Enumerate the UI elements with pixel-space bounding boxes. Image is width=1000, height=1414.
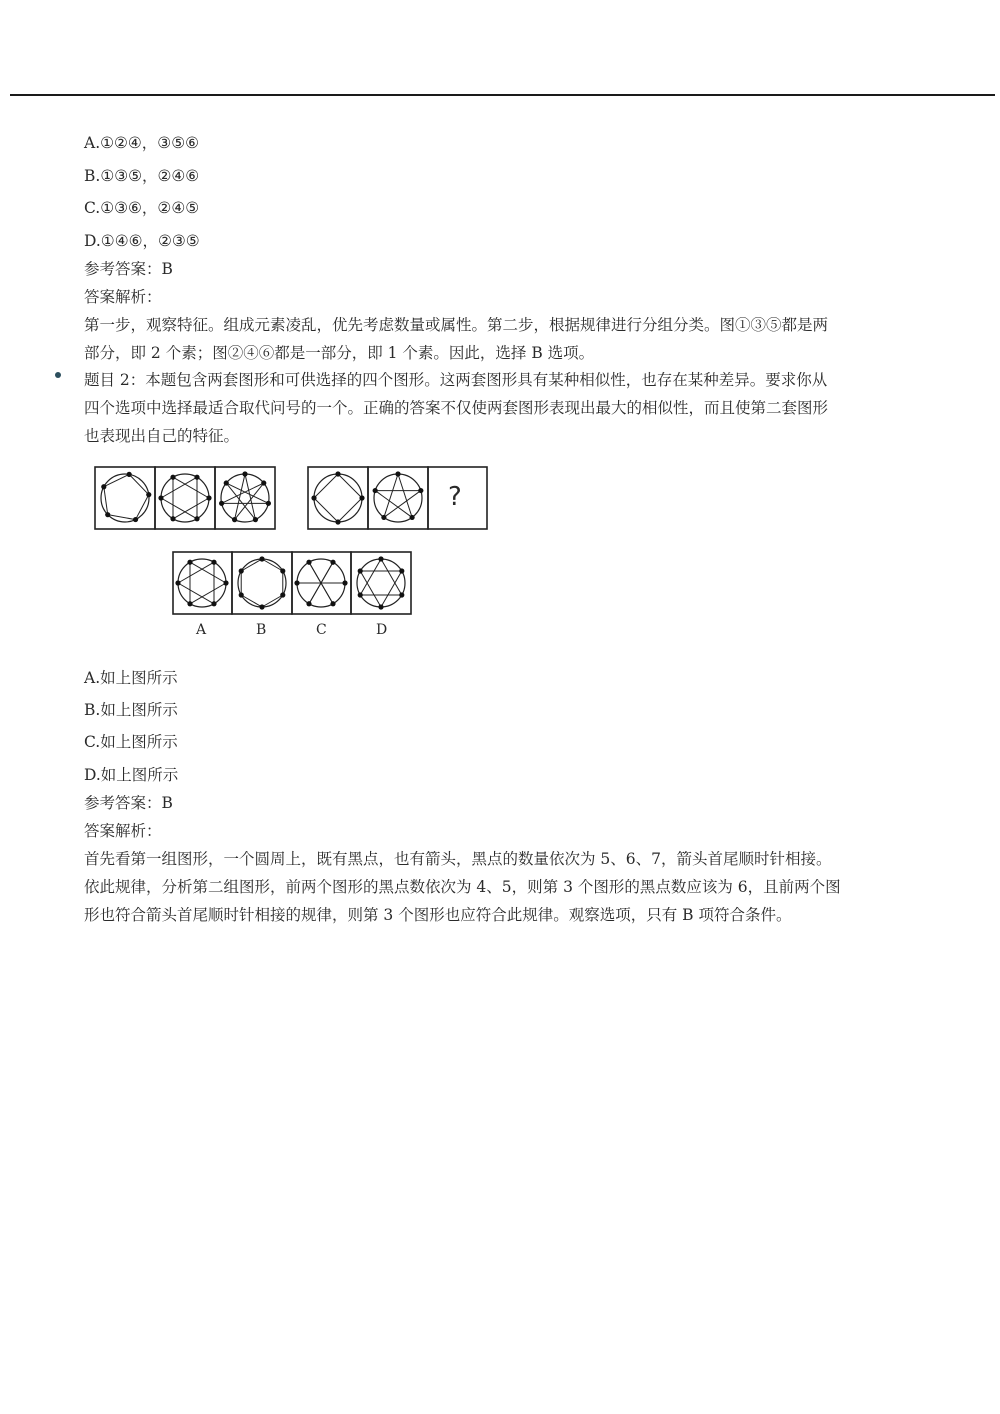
g1-fig2-chord bbox=[173, 477, 209, 498]
g1-fig2-chord bbox=[161, 477, 197, 498]
opt-d-dot bbox=[358, 592, 363, 597]
g1-fig1-chord bbox=[104, 487, 108, 515]
g1-fig2-circle bbox=[161, 474, 209, 522]
opt-d-dot bbox=[358, 568, 363, 573]
opt-a-circle bbox=[178, 559, 226, 607]
q1-analysis-label: 答案解析： bbox=[84, 288, 162, 306]
g1-fig3-dot bbox=[224, 480, 229, 485]
option-d-cell bbox=[351, 552, 411, 614]
opt-b-dot bbox=[280, 568, 285, 573]
g1-fig1-chord bbox=[129, 474, 149, 494]
g1-fig1-dot bbox=[133, 517, 138, 522]
g2-fig2-chord bbox=[384, 474, 398, 517]
q2-bullet bbox=[55, 372, 61, 378]
opt-c-dot bbox=[342, 580, 347, 585]
g2-fig1-chord bbox=[338, 498, 362, 522]
q2-option-c: C.如上图所示 bbox=[84, 733, 178, 751]
g1-fig2-dot bbox=[158, 495, 163, 500]
q1-option-c: C.①③⑥，②④⑤ bbox=[84, 199, 200, 217]
opt-a-chord bbox=[178, 583, 214, 604]
opt-c-chord bbox=[309, 562, 333, 604]
opt-c-dot bbox=[306, 601, 311, 606]
opt-b-chord bbox=[241, 559, 262, 571]
g1-fig2-chord bbox=[173, 498, 209, 519]
opt-d-dot bbox=[399, 568, 404, 573]
q1-option-b: B.①③⑤，②④⑥ bbox=[84, 167, 200, 185]
q1-option-d: D.①④⑥，②③⑤ bbox=[84, 232, 200, 250]
group2-cell-2 bbox=[368, 467, 428, 529]
opt-a-dot bbox=[211, 560, 216, 565]
opt-c-chord bbox=[309, 562, 333, 604]
g2-fig2-dot bbox=[395, 471, 400, 476]
g1-fig3-chord bbox=[226, 483, 255, 520]
g2-fig2-chord bbox=[398, 474, 412, 517]
option-b-cell bbox=[232, 552, 292, 614]
opt-d-chord bbox=[381, 559, 402, 595]
opt-a-dot bbox=[187, 560, 192, 565]
opt-d-dot bbox=[378, 604, 383, 609]
opt-d-dot bbox=[378, 556, 383, 561]
option-c-cell bbox=[292, 552, 351, 614]
g2-fig2-dot bbox=[410, 515, 415, 520]
opt-c-circle bbox=[297, 559, 345, 607]
g1-fig1-chord bbox=[136, 495, 149, 520]
opt-a-dot bbox=[223, 580, 228, 585]
group1-cell-1 bbox=[95, 467, 155, 529]
g2-fig1-chord bbox=[314, 474, 338, 498]
g2-fig1-dot bbox=[359, 495, 364, 500]
q2-stem-line-2: 四个选项中选择最适合取代问号的一个。正确的答案不仅使两套图形表现出最大的相似性，而且使第二套图形 bbox=[84, 399, 829, 417]
g2-fig1-dot bbox=[335, 519, 340, 524]
opt-b-circle bbox=[238, 559, 286, 607]
g1-fig2-dot bbox=[194, 516, 199, 521]
g1-fig2-dot bbox=[170, 516, 175, 521]
g1-fig3-chord bbox=[245, 474, 255, 520]
opt-b-dot bbox=[259, 604, 264, 609]
opt-d-chord bbox=[360, 571, 381, 607]
g1-fig3-dot bbox=[253, 517, 258, 522]
opt-a-dot bbox=[211, 601, 216, 606]
q2-stem-line-1: 题目 2：本题包含两套图形和可供选择的四个图形。这两套图形具有某种相似性，也存在某种差异。要求你从 bbox=[84, 371, 828, 389]
g1-fig1-dot bbox=[105, 512, 110, 517]
q2-answer: 参考答案：B bbox=[84, 794, 173, 812]
g1-fig3-dot bbox=[266, 501, 271, 506]
q2-analysis-line-2: 依此规律，分析第二组图形，前两个图形的黑点数依次为 4、5，则第 3 个图形的黑点数应该为 6，且前两个图 bbox=[84, 878, 841, 896]
q2-option-b: B.如上图所示 bbox=[84, 701, 178, 719]
g2-fig2-dot bbox=[418, 488, 423, 493]
q1-analysis-line-2: 部分，即 2 个素；图②④⑥都是一部分，即 1 个素。因此，选择 B 选项。 bbox=[84, 344, 595, 362]
q1-option-a: A.①②④，③⑤⑥ bbox=[84, 134, 199, 152]
opt-c-dot bbox=[330, 560, 335, 565]
q1-answer: 参考答案：B bbox=[84, 260, 173, 278]
opt-a-chord bbox=[190, 583, 226, 604]
opt-a-dot bbox=[175, 580, 180, 585]
q2-analysis-label: 答案解析： bbox=[84, 822, 162, 840]
opt-a-dot bbox=[187, 601, 192, 606]
g1-fig2-dot bbox=[206, 495, 211, 500]
group1-cell-2 bbox=[155, 467, 215, 529]
g1-fig2-dot bbox=[194, 475, 199, 480]
g2-fig2-dot bbox=[373, 488, 378, 493]
g2-fig1-dot bbox=[311, 495, 316, 500]
opt-b-chord bbox=[262, 559, 283, 571]
g2-fig1-dot bbox=[335, 471, 340, 476]
q2-stem-line-3: 也表现出自己的特征。 bbox=[84, 427, 240, 445]
group2-cell-1 bbox=[308, 467, 368, 529]
g1-fig1-chord bbox=[108, 515, 136, 520]
opt-d-chord bbox=[360, 559, 381, 595]
g1-fig2-chord bbox=[161, 498, 197, 519]
g1-fig2-dot bbox=[170, 475, 175, 480]
opt-b-chord bbox=[241, 595, 262, 607]
opt-c-chord bbox=[309, 562, 333, 604]
g1-fig3-dot bbox=[232, 517, 237, 522]
opt-c-dot bbox=[306, 560, 311, 565]
opt-b-dot bbox=[239, 568, 244, 573]
opt-a-chord bbox=[178, 562, 214, 583]
opt-b-dot bbox=[280, 592, 285, 597]
g1-fig3-circle bbox=[221, 474, 269, 522]
g1-fig3-dot bbox=[261, 480, 266, 485]
q2-analysis-line-3: 形也符合箭头首尾顺时针相接的规律，则第 3 个图形也应符合此规律。观察选项，只有 B 项符合条件。 bbox=[84, 906, 792, 924]
g1-fig3-dot bbox=[219, 501, 224, 506]
group1-cell-3 bbox=[215, 467, 275, 529]
g1-fig1-dot bbox=[146, 492, 151, 497]
g1-fig1-dot bbox=[127, 472, 132, 477]
g2-fig2-circle bbox=[374, 474, 422, 522]
header-rule bbox=[10, 94, 995, 96]
figure-label-c: C bbox=[316, 622, 327, 638]
g1-fig3-chord bbox=[235, 474, 245, 520]
figure-label-d: D bbox=[376, 622, 388, 638]
opt-a-chord bbox=[190, 562, 226, 583]
g2-fig1-chord bbox=[338, 474, 362, 498]
opt-c-dot bbox=[294, 580, 299, 585]
opt-c-chord bbox=[309, 562, 333, 604]
question-mark: ? bbox=[448, 482, 462, 512]
g1-fig1-circle bbox=[101, 474, 149, 522]
q2-option-d: D.如上图所示 bbox=[84, 766, 179, 784]
g1-fig1-dot bbox=[101, 484, 106, 489]
g1-fig3-dot bbox=[242, 471, 247, 476]
g1-fig3-chord bbox=[226, 483, 268, 503]
opt-d-circle bbox=[357, 559, 405, 607]
opt-c-dot bbox=[330, 601, 335, 606]
q2-analysis-line-1: 首先看第一组图形，一个圆周上，既有黑点，也有箭头，黑点的数量依次为 5、6、7，箭头首尾顺时针相接。 bbox=[84, 850, 832, 868]
g1-fig1-chord bbox=[104, 474, 129, 486]
g2-fig1-chord bbox=[314, 498, 338, 522]
figure-label-b: B bbox=[256, 622, 267, 638]
g2-fig2-dot bbox=[381, 515, 386, 520]
opt-d-chord bbox=[381, 571, 402, 607]
figure-label-a: A bbox=[196, 622, 207, 638]
opt-b-dot bbox=[259, 556, 264, 561]
g1-fig3-chord bbox=[222, 483, 264, 503]
g2-fig1-circle bbox=[314, 474, 362, 522]
g1-fig3-chord bbox=[235, 483, 264, 520]
opt-b-chord bbox=[262, 595, 283, 607]
q2-option-a: A.如上图所示 bbox=[84, 669, 178, 687]
option-a-cell bbox=[173, 552, 232, 614]
opt-b-dot bbox=[239, 592, 244, 597]
opt-d-dot bbox=[399, 592, 404, 597]
g2-fig2-chord bbox=[384, 491, 421, 518]
g2-fig2-chord bbox=[375, 491, 412, 518]
q1-analysis-line-1: 第一步，观察特征。组成元素凌乱，优先考虑数量或属性。第二步，根据规律进行分组分类。图①③⑤都是两 bbox=[84, 316, 829, 334]
